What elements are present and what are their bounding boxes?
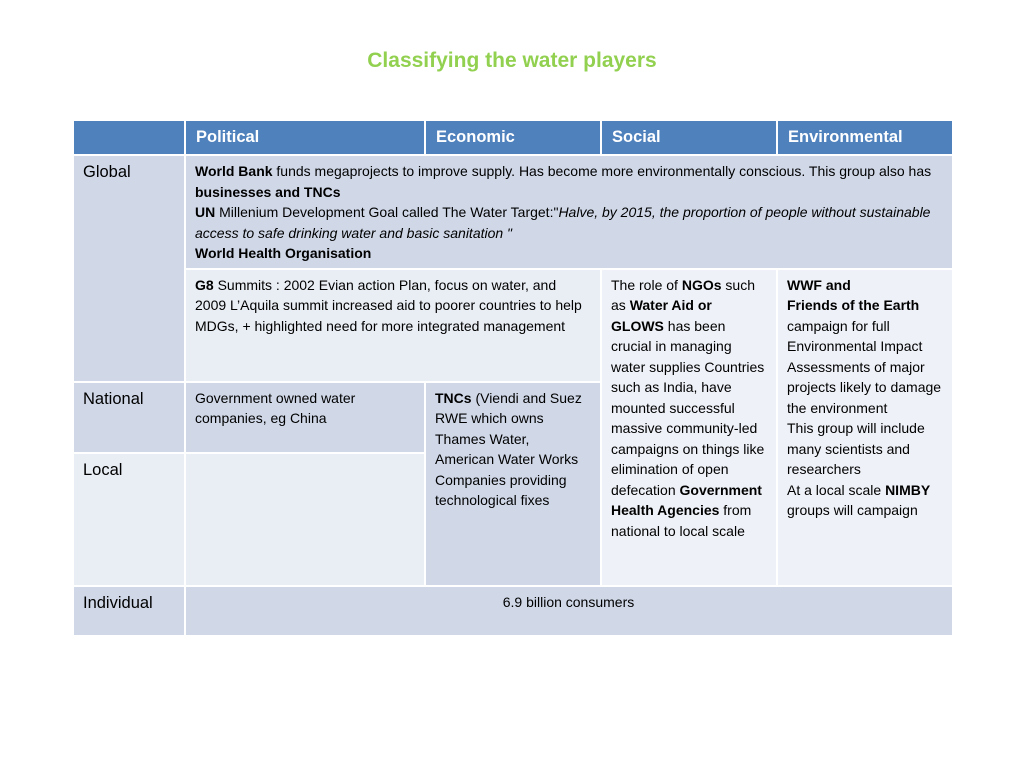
nimby-label: NIMBY [885,481,931,498]
environmental-cell [777,269,953,586]
gha-label: Government Health Agencies [611,481,762,518]
g8-label: G8 [195,276,214,293]
ngos-label: NGOs [681,276,722,293]
un-text: Millenium Development Goal called The Water Target:" [215,204,559,220]
row-label-individual: Individual [73,586,185,636]
national-political-cell: Government owned water companies, eg China [185,382,425,453]
tncs-text: (Viendi and Suez RWE which owns Thames Water, American Water Works [435,389,582,467]
header-economic: Economic [425,120,601,155]
wwf-label: WWF and [787,276,851,293]
tncs-text-2: Companies providing technological fixes [435,471,567,508]
businesses-label: businesses and TNCs [195,183,341,200]
individual-row [73,586,953,636]
individual-cell: 6.9 billion consumers [185,586,953,636]
water-players-table [72,119,954,637]
social-text-4: from national to local scale [611,502,752,539]
world-bank-text: funds megaprojects to improve supply. Has become more environmentally conscious. This group also has [272,163,932,179]
world-bank-label: World Bank [195,163,273,179]
header-corner [73,120,185,155]
env-text-4: groups will campaign [787,502,918,518]
local-political-cell [185,453,425,586]
tncs-cell [425,382,601,586]
social-text-1: The role of [611,276,682,293]
env-text-3: At a local scale [787,481,886,498]
slide-title: Classifying the water players [367,49,657,72]
social-text-3: has been crucial in managing water supplies Countries such as India, have mounted successful massive community-led campaigns on things like elimination of open defecation [611,317,765,498]
env-text-2: This group will include many scientists and researchers [787,420,925,477]
tncs-label: TNCs [435,389,472,406]
row-label-national: National [73,382,185,453]
header-row [73,120,953,155]
header-environmental: Environmental [777,120,953,155]
global-row-1 [73,155,953,269]
social-cell [601,269,777,586]
g8-text: Summits : 2002 Evian action Plan, focus on water, and 2009 L’Aquila summit increased aid to poorer countries to help MDGs, + highlighted need for more integrated management [195,276,582,334]
social-text-2: such as [611,276,755,313]
un-quote: Halve, by 2015, the proportion of people without sustainable access to safe drinking water and basic sanitation " [195,204,931,241]
who-label: World Health Organisation [195,245,372,261]
row-label-local: Local [73,453,185,586]
foe-label: Friends of the Earth [787,297,920,313]
row-label-global: Global [73,155,185,382]
g8-cell [185,269,601,382]
env-text-1: campaign for full Environmental Impact Assessments of major projects likely to damage the environment [787,317,942,416]
global-row-2 [73,269,953,382]
header-social: Social [601,120,777,155]
global-span-cell [185,155,953,269]
header-political: Political [185,120,425,155]
wateraid-label: Water Aid or GLOWS [611,297,712,334]
un-label: UN [195,204,216,220]
